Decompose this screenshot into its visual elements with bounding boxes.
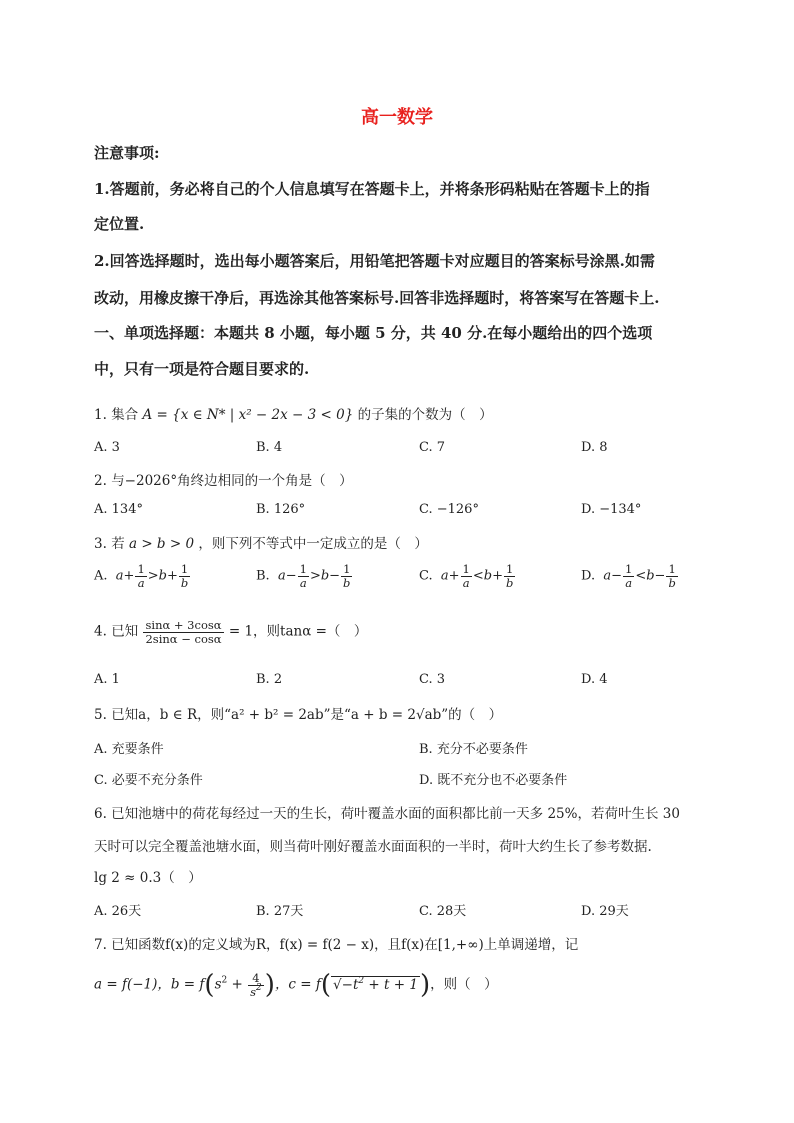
- q3-option-d-label: D.: [581, 568, 596, 584]
- q2-option-c: C. −126°: [419, 502, 479, 517]
- q5-option-d: D. 既不充分也不必要条件: [419, 773, 568, 788]
- question-3-post: ，则下列不等式中一定成立的是（ ）: [198, 536, 428, 552]
- q4-option-b: B. 2: [256, 672, 283, 687]
- question-4-fraction: $\frac{\sin\alpha + 3\cos\alpha}{2\sin\alpha - \cos\alpha}$: [145, 618, 222, 646]
- q1-option-c: C. 7: [419, 440, 446, 455]
- question-7-line-1: 7. 已知函数f(x)的定义域为R，f(x) = f(2 − x)，且f(x)在[1,+∞)上单调递增，记: [94, 937, 579, 953]
- q1-option-d: D. 8: [581, 440, 608, 455]
- question-6-line-3: lg 2 ≈ 0.3（ ）: [94, 870, 202, 886]
- section-heading-line-1: 一、单项选择题：本题共 8 小题，每小题 5 分，共 40 分.在每小题给出的四个选项: [94, 324, 653, 342]
- question-1-math: A = {x ∈ N* | x² − 2x − 3 < 0}: [142, 407, 354, 423]
- question-6-line-1: 6. 已知池塘中的荷花每经过一天的生长，荷叶覆盖水面的面积都比前一天多 25%，若荷叶生长 30: [94, 806, 680, 822]
- q6-option-b: B. 27天: [256, 904, 304, 919]
- question-4: [94, 619, 367, 645]
- question-3-pre: 若: [111, 536, 125, 552]
- question-5: [94, 703, 502, 723]
- question-4-pre: 已知: [111, 623, 139, 640]
- question-7-line-2: a = f(−1)，$b = f(s^2$ + $\frac{4}{s^2}$ )，c = f( $√-t^2 + t + 1$)，则（ ）: [94, 970, 498, 1001]
- question-6-line-2: 天时可以完全覆盖池塘水面，则当荷叶刚好覆盖水面面积的一半时，荷叶大约生长了参考数据.: [94, 839, 652, 855]
- q2-option-d: D. −134°: [581, 502, 642, 517]
- notes-heading: 注意事项:: [94, 144, 160, 162]
- q6-option-a: A. 26天: [94, 904, 142, 919]
- q3-option-a-label: A.: [94, 568, 108, 584]
- q2-option-b: B. 126°: [256, 502, 306, 517]
- q3-option-b: B. a− $\frac{1}{a}$ >b− $\frac{1}{b}$: [256, 562, 351, 590]
- question-2-number: 2.: [94, 473, 107, 489]
- page-title: 高一数学: [361, 107, 433, 128]
- q2-option-a: A. 134°: [94, 502, 143, 517]
- question-5-text: 已知a，b ∈ R，则“a² + b² = 2ab”是“a + b = 2√ab”的（ ）: [111, 707, 503, 723]
- q5-option-b: B. 充分不必要条件: [419, 742, 528, 757]
- note-1-line-1: 1.答题前，务必将自己的个人信息填写在答题卡上，并将条形码粘贴在答题卡上的指: [94, 180, 650, 198]
- question-1-post: 的子集的个数为（ ）: [357, 407, 493, 423]
- q6-option-c: C. 28天: [419, 904, 467, 919]
- q5-option-c: C. 必要不充分条件: [94, 773, 203, 788]
- note-2-line-2: 改动，用橡皮擦干净后，再选涂其他答案标号.回答非选择题时，将答案写在答题卡上.: [94, 289, 660, 307]
- question-3-math: a > b > 0: [128, 536, 195, 552]
- q3-option-c: C. a+ $\frac{1}{a}$ <b+ $\frac{1}{b}$: [419, 562, 514, 590]
- q1-option-b: B. 4: [256, 440, 283, 455]
- question-1: [94, 403, 493, 423]
- question-3: [94, 532, 428, 552]
- question-7-post: ，则（ ）: [430, 976, 498, 993]
- q3-option-b-label: B.: [256, 568, 270, 584]
- q3-option-a: A. a+ $\frac{1}{a}$ >b+ $\frac{1}{b}$: [94, 562, 189, 590]
- question-2: [94, 469, 353, 489]
- q1-option-a: A. 3: [94, 440, 120, 455]
- q4-option-d: D. 4: [581, 672, 608, 687]
- q6-option-d: D. 29天: [581, 904, 629, 919]
- question-4-number: 4.: [94, 623, 107, 640]
- question-2-text: 与−2026°角终边相同的一个角是（ ）: [111, 473, 353, 489]
- note-1-line-2: 定位置.: [94, 215, 145, 233]
- note-2-line-1: 2.回答选择题时，选出每小题答案后，用铅笔把答题卡对应题目的答案标号涂黑.如需: [94, 252, 655, 270]
- q3-option-c-label: C.: [419, 568, 433, 584]
- question-4-post: = 1，则tanα =（ ）: [228, 623, 368, 640]
- q5-option-a: A. 充要条件: [94, 742, 164, 757]
- q3-option-d: D. a− $\frac{1}{a}$ <b− $\frac{1}{b}$: [581, 562, 676, 590]
- question-5-number: 5.: [94, 707, 107, 723]
- q4-option-a: A. 1: [94, 672, 120, 687]
- question-1-pre: 集合: [111, 407, 139, 423]
- question-1-number: 1.: [94, 407, 107, 423]
- section-heading-line-2: 中，只有一项是符合题目要求的.: [94, 360, 310, 378]
- question-3-number: 3.: [94, 536, 107, 552]
- q4-option-c: C. 3: [419, 672, 446, 687]
